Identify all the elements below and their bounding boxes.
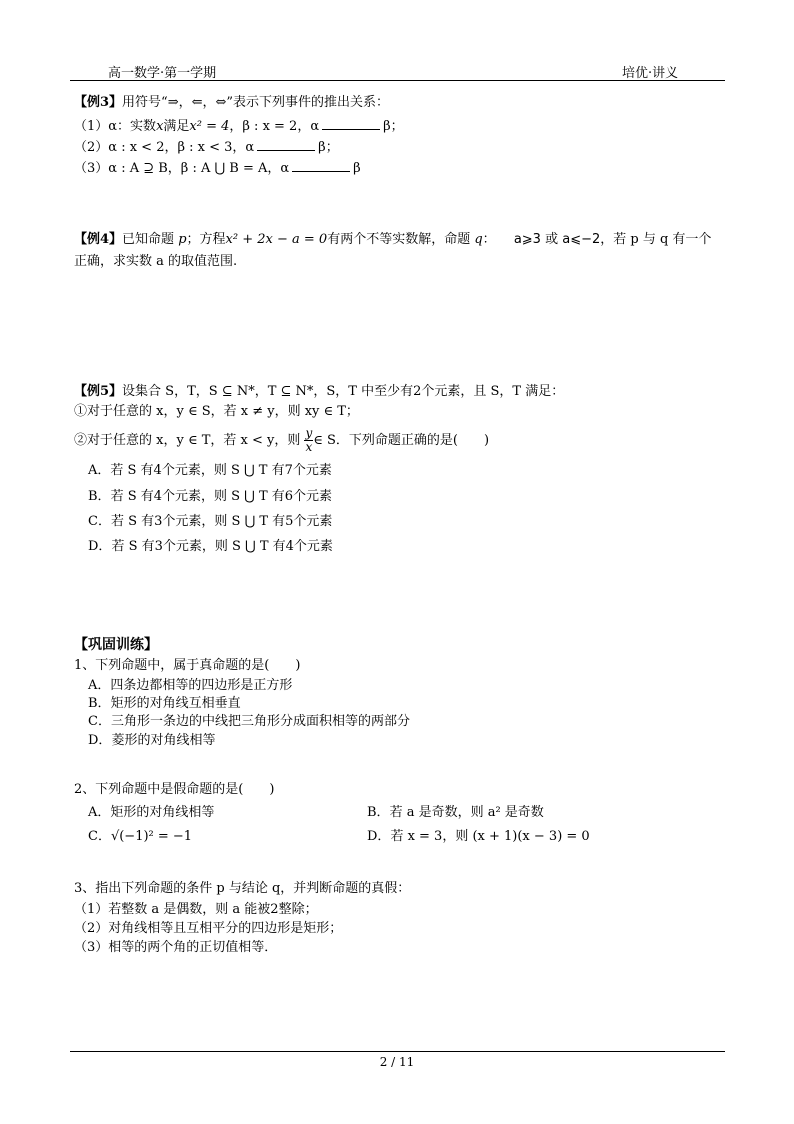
fraction-y-over-x: $\frac{y}{x}$ [305,426,313,454]
q3-item-1: （1）若整数 a 是偶数，则 a 能被2整除； [74,902,318,917]
example4-line2: 正确，求实数 a 的取值范围. [74,254,238,269]
q2-option-b[interactable]: B．若 a 是奇数，则 a² 是奇数 [367,805,544,820]
q1-option-c[interactable]: C．三角形一条边的中线把三角形分成面积相等的两部分 [88,714,410,729]
answer-blank[interactable] [257,139,315,151]
q1-option-a[interactable]: A．四条边都相等的四边形是正方形 [88,678,293,693]
q2-option-a[interactable]: A．矩形的对角线相等 [88,805,215,820]
example3-tag: 【例3】 [74,95,123,110]
q1-stem: 1、下列命题中，属于真命题的是( ) [74,658,301,673]
q2-stem: 2、下列命题中是假命题的是( ) [74,782,275,797]
header-subtitle: 培优·讲义 [622,66,679,81]
example3-intro: 【例3】用符号“⇒，⇐，⇔”表示下列事件的推出关系： [74,95,390,110]
q3-item-2: （2）对角线相等且互相平分的四边形是矩形； [74,921,343,936]
example3-item1: （1）α：实数x满足x² = 4，β : x = 2，α β； [74,119,404,134]
example5-option-d[interactable]: D．若 S 有3个元素，则 S ⋃ T 有4个元素 [88,539,333,554]
example4-tag: 【例4】 [74,232,123,247]
q1-option-d[interactable]: D．菱形的对角线相等 [88,733,216,748]
q3-item-3: （3）相等的两个角的正切值相等． [74,940,278,955]
example3-item3: （3）α : A ⊇ B，β : A ⋃ B = A，α β [74,161,361,176]
answer-blank[interactable] [292,160,350,172]
example5-option-b[interactable]: B．若 S 有4个元素，则 S ⋃ T 有6个元素 [88,489,333,504]
practice-title: 【巩固训练】 [74,637,158,653]
example5-option-c[interactable]: C．若 S 有3个元素，则 S ⋃ T 有5个元素 [88,514,333,529]
q1-option-b[interactable]: B．矩形的对角线互相垂直 [88,696,241,711]
example5-option-a[interactable]: A．若 S 有4个元素，则 S ⋃ T 有7个元素 [88,463,332,478]
example3-item2: （2）α : x < 2，β : x < 3，α β； [74,140,339,155]
condition-formula: a⩾3 或 a⩽−2 [513,232,601,247]
example4-line1: 【例4】已知命题 p；方程x² + 2x − a = 0有两个不等实数解，命题 q： a⩾3 或 a⩽−2，若 p 与 q 有一个 [74,232,712,247]
q2-option-d[interactable]: D．若 x = 3，则 (x + 1)(x − 3) = 0 [367,829,590,844]
page-number: 2 / 11 [379,1055,415,1069]
example5-tag: 【例5】 [74,384,123,399]
example5-line1: 【例5】设集合 S，T，S ⊆ N*，T ⊆ N*，S，T 中至少有2个元素，且 S，T 满足： [74,384,565,399]
footer-rule [70,1051,725,1052]
q3-stem: 3、指出下列命题的条件 p 与结论 q，并判断命题的真假： [74,881,411,896]
header-rule [70,80,725,81]
header-title: 高一数学·第一学期 [108,66,217,81]
q2-option-c[interactable]: C．√(−1)² = −1 [88,829,193,844]
answer-blank[interactable] [322,118,380,130]
example5-condition1: ①对于任意的 x，y ∈ S，若 x ≠ y，则 xy ∈ T； [74,404,359,419]
example5-condition2: ②对于任意的 x，y ∈ T，若 x < y，则 $\frac{y}{x}$ ∈ S．下列命题正确的是( ) [74,426,490,454]
